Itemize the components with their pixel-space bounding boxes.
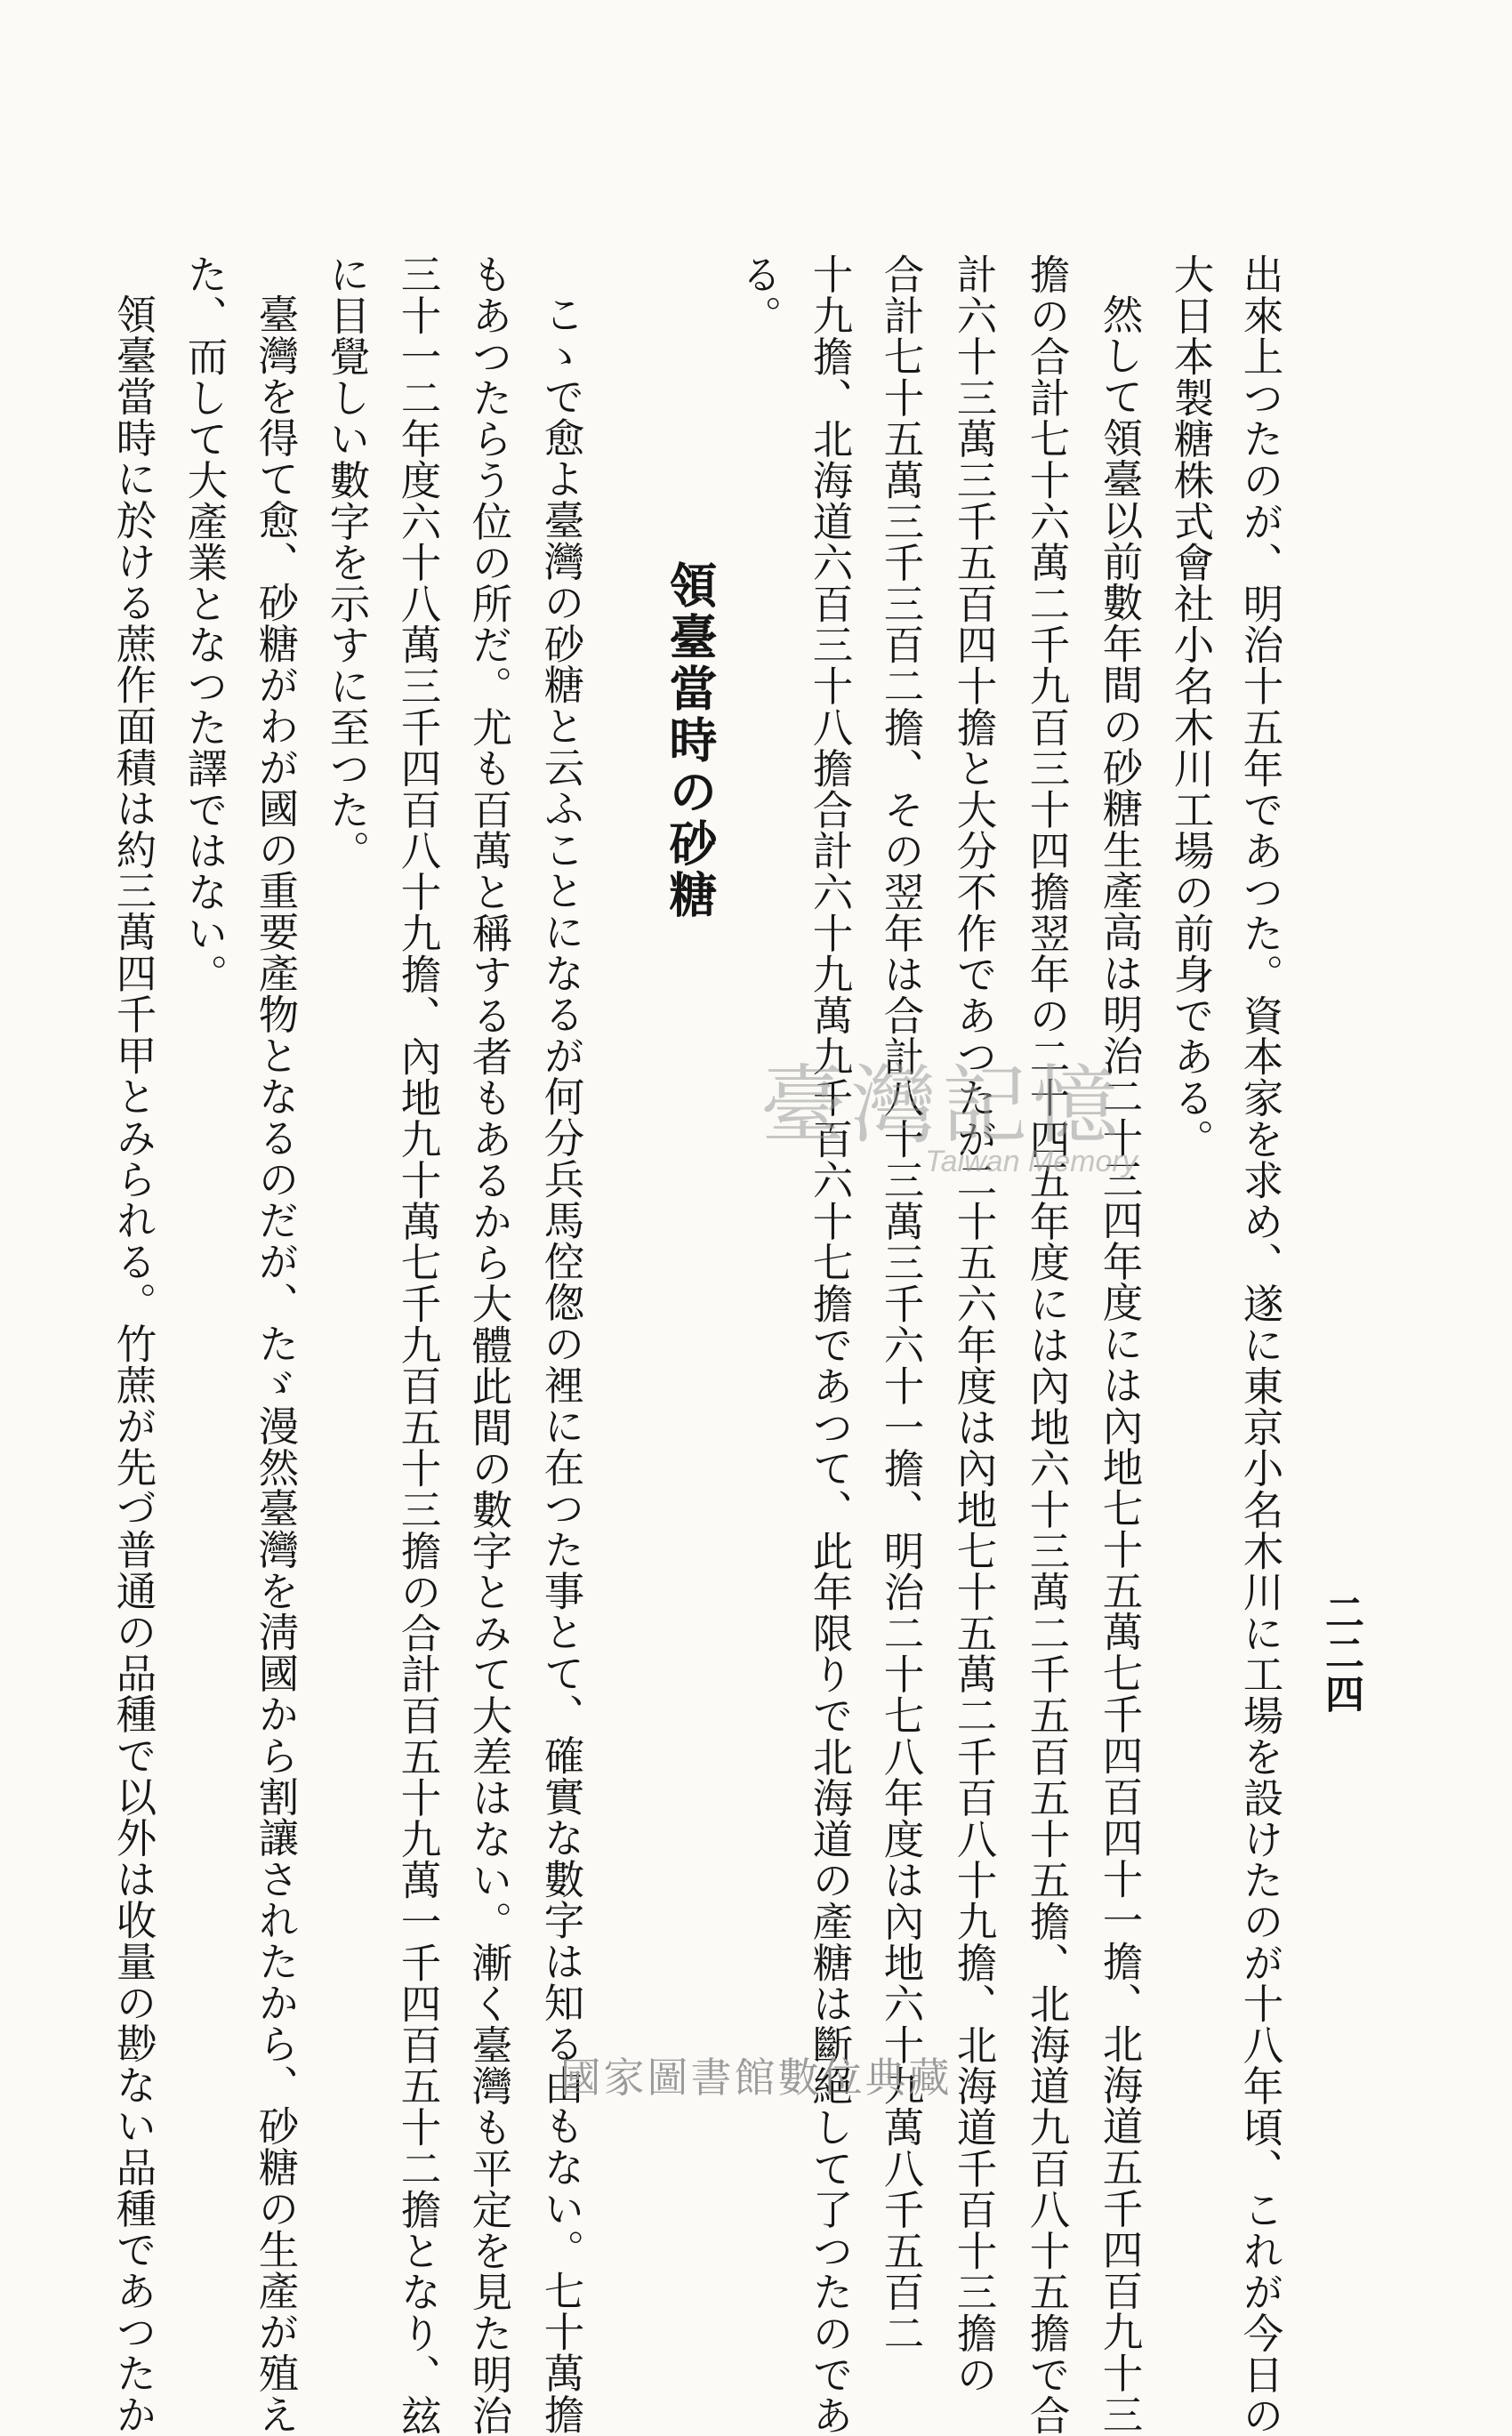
text-column: 臺灣を得て愈、砂糖がわが國の重要產物となるのだが、たゞ漫然臺灣を淸國から割讓されたから、砂糖の生產が殖え	[253, 293, 300, 2435]
footer-credit: 國家圖書館數位典藏	[559, 2054, 953, 2102]
watermark-logo-text: 臺灣記憶	[760, 1056, 1123, 1155]
watermark-subtitle: Taiwan Memory	[925, 1145, 1138, 1178]
text-column: る。	[736, 253, 783, 336]
text-column: もあつたらう位の所だ。尤も百萬と稱する者もあるから大體此間の數字とみて大差はない。漸く臺灣も平定を見た明治	[466, 253, 513, 2436]
text-column: 計六十三萬三千五百四十擔と大分不作であつたが二十五六年度は內地七十五萬二千百八十九擔、北海道千百十三擔の	[951, 253, 998, 2395]
text-column: 出來上つたのが、明治十五年であつた。資本家を求め、遂に東京小名木川に工場を設けたのが十八年頃、これが今日の	[1237, 253, 1284, 2436]
text-column: 三十一二年度六十八萬三千四百八十九擔、內地九十萬七千九百五十三擔の合計百五十九萬一千四百五十二擔となり、玆	[395, 253, 442, 2436]
text-column: に目覺しい數字を示すに至つた。	[324, 253, 371, 872]
text-column: た、而して大產業となつた譯ではない。	[181, 253, 229, 995]
text-column: 大日本製糖株式會社小名木川工場の前身である。	[1168, 253, 1215, 1160]
text-column: 領臺當時に於ける蔗作面積は約三萬四千甲とみられる。竹蔗が先づ普通の品種で以外は收量の尠ない品種であつたか	[110, 293, 157, 2435]
page-number: 二二四	[1318, 1592, 1363, 1715]
text-column: 十九擔、北海道六百三十八擔合計六十九萬九千百六十七擔であつて、此年限りで北海道の產糖は斷絕して了つたのであ	[807, 253, 854, 2436]
text-column: こゝで愈よ臺灣の砂糖と云ふことになるが何分兵馬倥偬の裡に在つた事とて、確實な數字は知る由もない。七十萬擔	[538, 293, 585, 2435]
text-column: 擔の合計七十六萬二千九百三十四擔翌年の二十四五年度には內地六十三萬二千五百五十五擔、北海道九百八十五擔で合	[1024, 253, 1071, 2436]
section-heading: 領臺當時の砂糖	[662, 560, 719, 921]
text-column: 合計七十五萬三千三百二擔、その翌年は合計八十三萬三千六十一擔、明治二十七八年度は內地六十九萬八千五百二	[878, 253, 925, 2354]
text-column: 然して領臺以前數年間の砂糖生產高は明治二十三四年度には內地七十五萬七千四百四十一擔、北海道五千四百九十三	[1097, 293, 1144, 2435]
